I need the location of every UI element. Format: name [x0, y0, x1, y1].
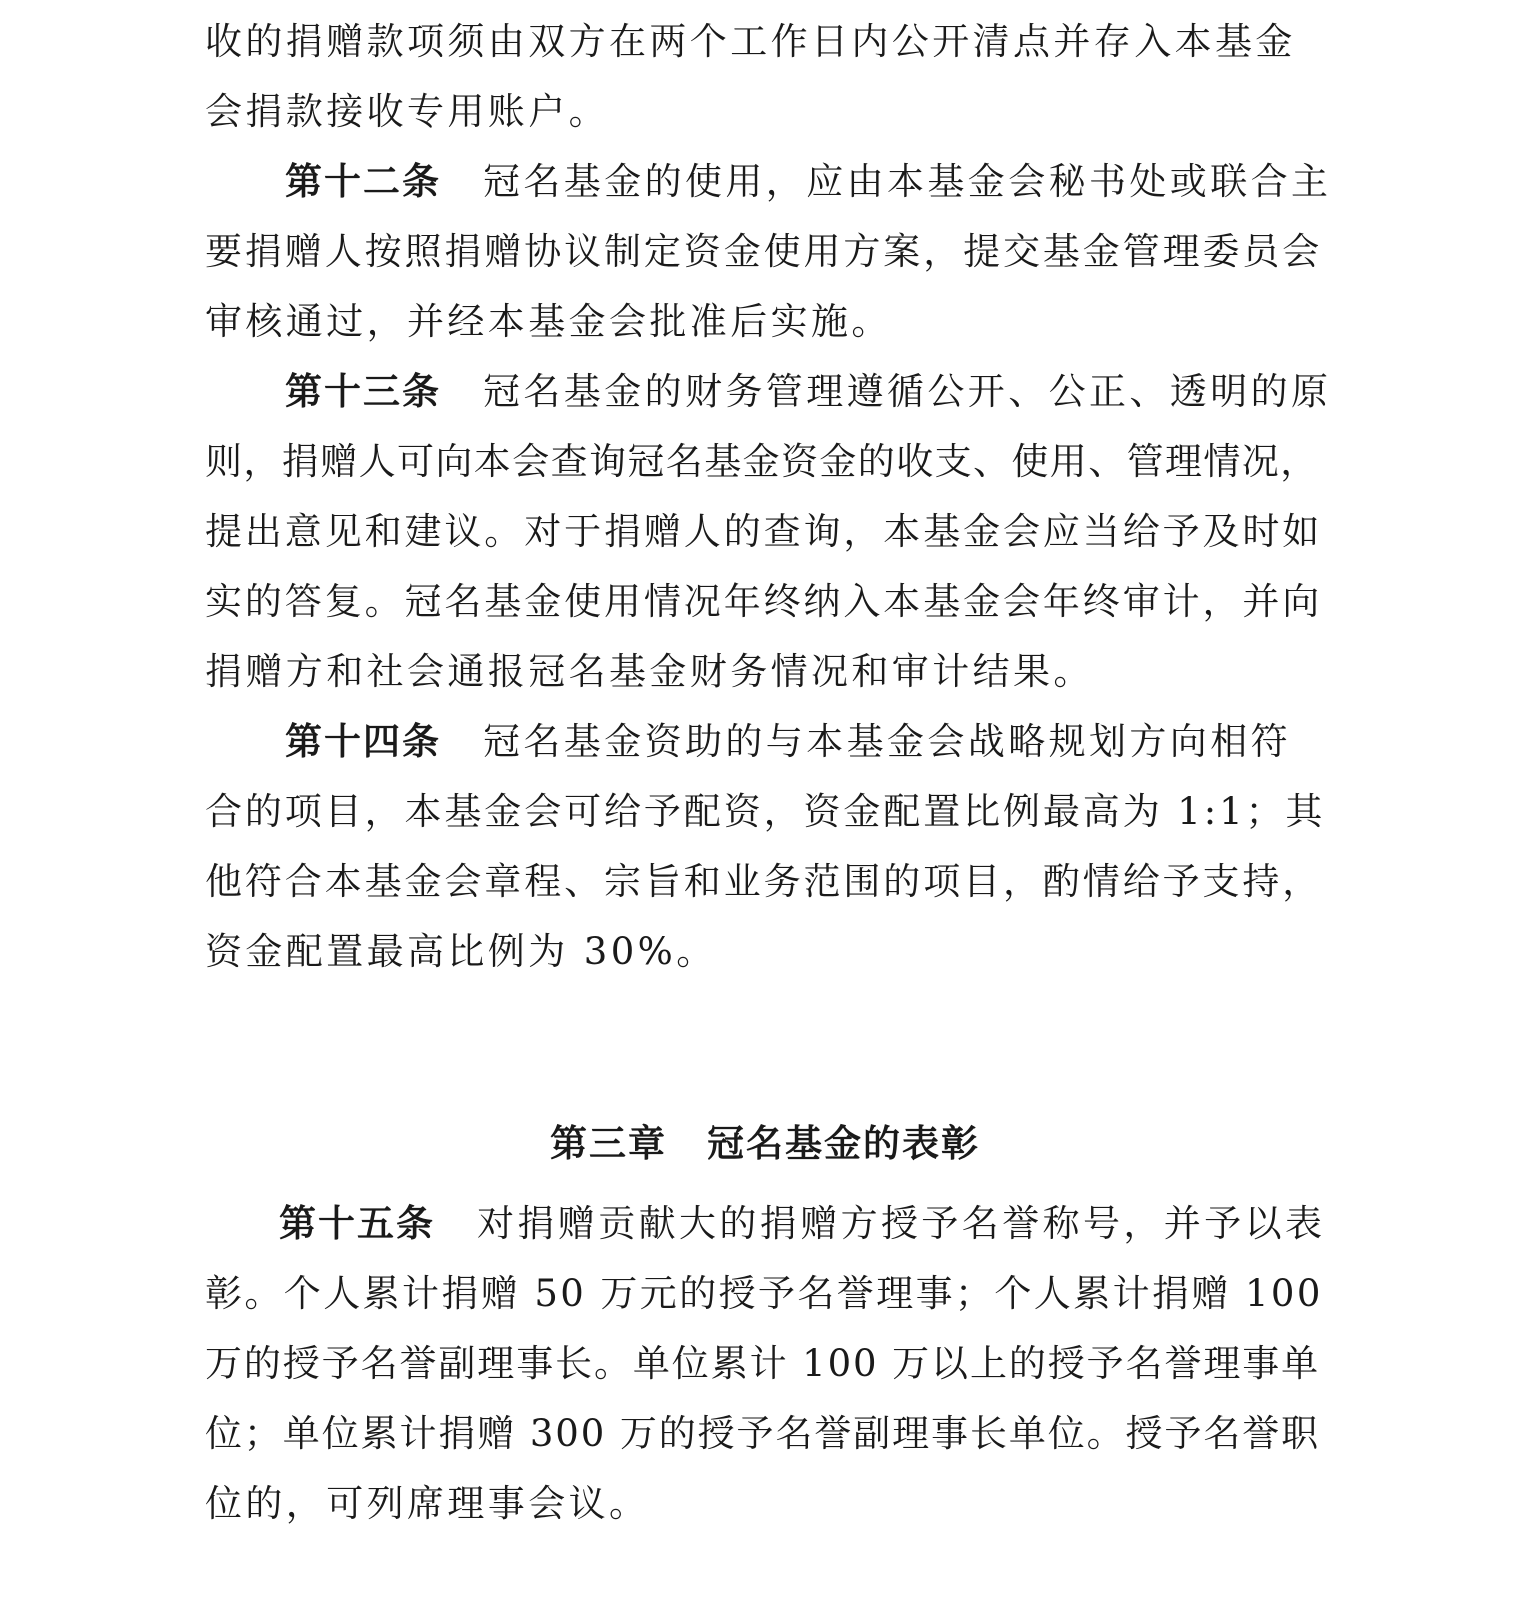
paragraph-line: 要捐赠人按照捐赠协议制定资金使用方案，提交基金管理委员会: [205, 230, 1323, 273]
article-15-label: 第十五条: [279, 1202, 435, 1245]
paragraph-line: 万的授予名誉副理事长。单位累计 100 万以上的授予名誉理事单: [205, 1342, 1321, 1385]
paragraph-line: 位；单位累计捐赠 300 万的授予名誉副理事长单位。授予名誉职: [205, 1412, 1321, 1455]
chapter-heading: [550, 1118, 980, 1170]
article-12-first-line: [285, 156, 1331, 208]
paragraph-line: 彰。个人累计捐赠 50 万元的授予名誉理事；个人累计捐赠 100: [205, 1272, 1323, 1315]
paragraph-line: 则，捐赠人可向本会查询冠名基金资金的收支、使用、管理情况，: [205, 440, 1319, 483]
paragraph-line: 提出意见和建议。对于捐赠人的查询，本基金会应当给予及时如: [205, 510, 1323, 553]
paragraph-line: 合的项目，本基金会可给予配资，资金配置比例最高为 1:1；其: [205, 790, 1326, 833]
article-12-label: 第十二条: [285, 160, 441, 203]
article-15-first-line: [279, 1198, 1325, 1250]
chapter-title: 冠名基金的表彰: [707, 1122, 980, 1165]
paragraph-line: 实的答复。冠名基金使用情况年终纳入本基金会年终审计，并向: [205, 580, 1323, 623]
article-13-label: 第十三条: [285, 370, 441, 413]
article-14-first-line: [285, 716, 1291, 768]
paragraph-text: 对捐赠贡献大的捐赠方授予名誉称号，并予以表: [477, 1202, 1326, 1245]
paragraph-line: 会捐款接收专用账户。: [205, 90, 609, 133]
paragraph-text: 冠名基金的财务管理遵循公开、公正、透明的原: [483, 370, 1332, 413]
article-13-first-line: [285, 366, 1331, 418]
paragraph-text: 冠名基金资助的与本基金会战略规划方向相符: [483, 720, 1291, 763]
paragraph-line: 资金配置最高比例为 30%。: [205, 930, 717, 973]
chapter-number: 第三章: [550, 1122, 667, 1165]
paragraph-line: 捐赠方和社会通报冠名基金财务情况和审计结果。: [205, 650, 1094, 693]
article-14-label: 第十四条: [285, 720, 441, 763]
paragraph-line: 他符合本基金会章程、宗旨和业务范围的项目，酌情给予支持，: [205, 860, 1323, 903]
paragraph-line: 审核通过，并经本基金会批准后实施。: [205, 300, 892, 343]
paragraph-line: 收的捐赠款项须由双方在两个工作日内公开清点并存入本基金: [205, 20, 1296, 63]
paragraph-text: 冠名基金的使用，应由本基金会秘书处或联合主: [483, 160, 1332, 203]
paragraph-line: 位的，可列席理事会议。: [205, 1482, 650, 1525]
